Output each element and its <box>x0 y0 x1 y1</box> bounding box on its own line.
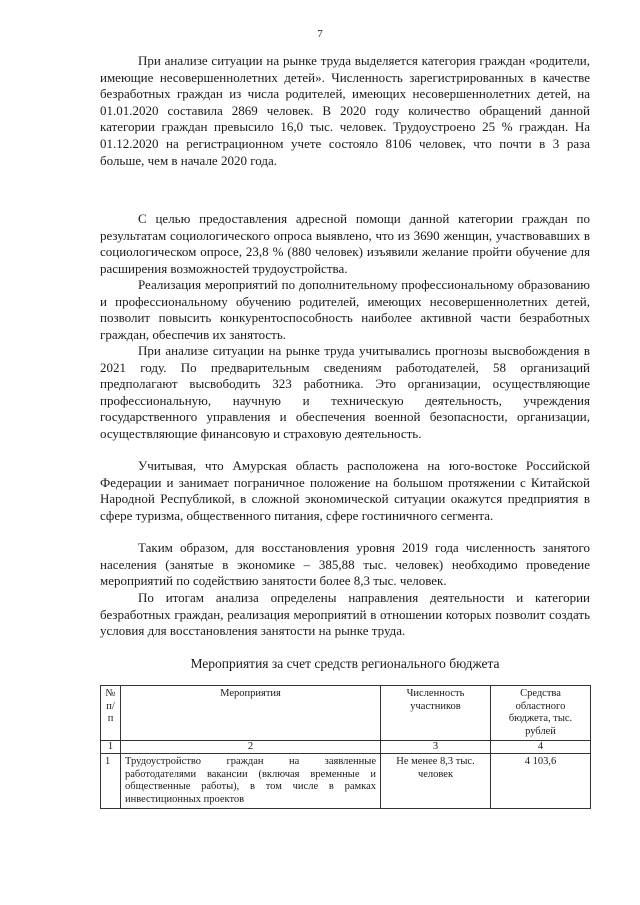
paragraph: Таким образом, для восстановления уровня 2019 года численность занятого населения (занятые в экономике – 385,88 тыс. человек) необходимо проведение мероприятий по содействию занятости более 8,3 тыс. человек. <box>100 540 590 589</box>
table-row <box>101 754 591 809</box>
paragraph: При анализе ситуации на рынке труда выделяется категория граждан «родители, имеющие несовершеннолетних детей». Численность зарегистрированных в качестве безработных граждан из числа родителей, имеющих несовершеннолетних детей, на 01.01.2020 составила 2869 человек. В 2020 году количество обращений данной категории граждан превысило 16,0 тыс. человек. Трудоустроено 25 % граждан. На 01.12.2020 на регистрационном учете состояло 8106 человек, что почти в 3 раза больше, чем в начале 2020 года. <box>100 53 590 168</box>
row-budget: 4 103,6 <box>491 754 591 809</box>
column-number-row <box>101 741 591 754</box>
header-budget: Средства областного бюджета, тыс. рублей <box>491 686 591 741</box>
row-measure: Трудоустройство граждан на заявленные работодателями вакансии (включая временные и общественные работы), в том числе в рамках инвестиционных проектов <box>121 754 381 809</box>
row-participants: Не менее 8,3 тыс. человек <box>381 754 491 809</box>
paragraph: Учитывая, что Амурская область расположена на юго-востоке Российской Федерации и занимает пограничное положение на большом протяжении с Китайской Народной Республикой, в сложной экономической ситуации окажутся предприятия в сфере туризма, общественного питания, сфере гостиничного сегмента. <box>100 458 590 523</box>
paragraph: При анализе ситуации на рынке труда учитывались прогнозы высвобождения в 2021 году. По предварительным сведениям работодателей, 58 организаций предполагают высвободить 323 работника. Это организации, осуществляющие профессиональную, научную и техническую деятельность, учреждения государственного управления и обеспечения военной безопасности, организации, осуществляющие финансовую и страховую деятельность. <box>100 343 590 441</box>
header-measures: Мероприятия <box>121 686 381 741</box>
header-participants: Численность участников <box>381 686 491 741</box>
column-number: 1 <box>101 741 121 754</box>
paragraph: С целью предоставления адресной помощи данной категории граждан по результатам социологического опроса выявлено, что из 3690 женщин, участвовавших в социологическом опросе, 23,8 % (880 человек) изъявили желание пройти обучение для расширения возможностей трудоустройства. <box>100 211 590 276</box>
budget-table <box>100 685 591 809</box>
column-number: 3 <box>381 741 491 754</box>
paragraph: Реализация мероприятий по дополнительному профессиональному образованию и профессиональному обучению родителей, имеющих несовершеннолетних детей, позволит повысить конкурентоспособность наиболее активной части безработных граждан, обеспечив их занятость. <box>100 277 590 342</box>
page-number: 7 <box>317 28 323 40</box>
column-number: 4 <box>491 741 591 754</box>
table-header-row <box>101 686 591 741</box>
table-title: Мероприятия за счет средств регионального бюджета <box>190 656 500 671</box>
header-number: № п/п <box>101 686 121 741</box>
column-number: 2 <box>121 741 381 754</box>
row-number: 1 <box>101 754 121 809</box>
paragraph: По итогам анализа определены направления деятельности и категории безработных граждан, реализация мероприятий в отношении которых позволит создать условия для восстановления занятости на рынке труда. <box>100 590 590 639</box>
